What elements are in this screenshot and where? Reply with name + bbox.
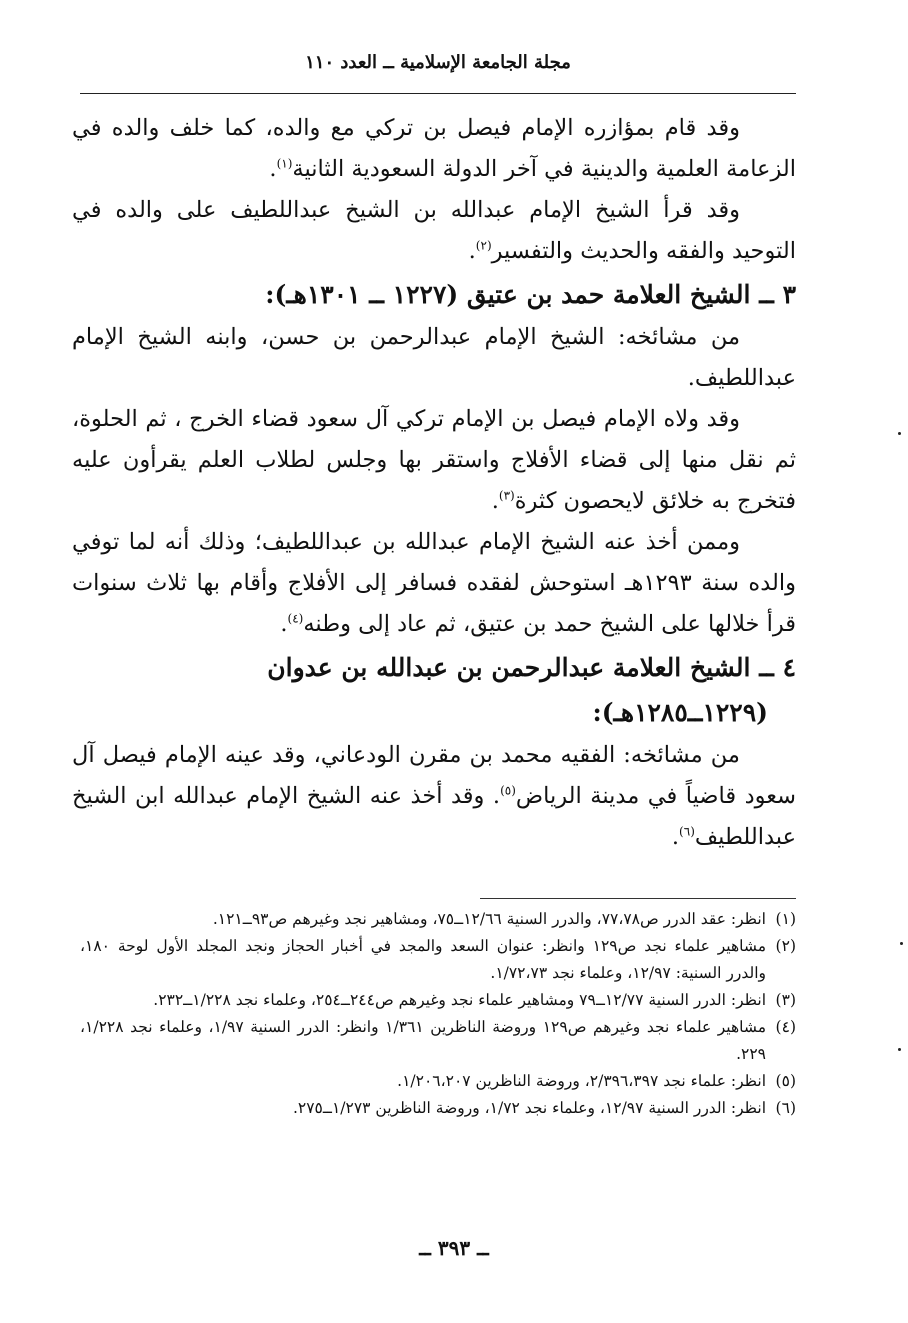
paragraph-4: وقد ولاه الإمام فيصل بن الإمام تركي آل سعود قضاء الخرج ، ثم الحلوة، ثم نقل منها إلى قضاء الأفلاج واستقر بها وجلس لطلاب العلم يقرأون عليه فتخرج به خلائق لايحصون كثرة$^{(٣)}$.: [72, 406, 796, 514]
footnote-3: (٣) انظر: الدرر السنية ١٢/٧٧ــ٧٩ ومشاهير علماء نجد وغيرهم ص٢٤٤ــ٢٥٤، وعلماء نجد ١/٢٢٨ــ٢٣٢.: [153, 991, 796, 1009]
footnote-6: (٦) انظر: الدرر السنية ١٢/٩٧، وعلماء نجد ١/٧٢، وروضة الناظرين ١/٢٧٣ــ٢٧٥.: [292, 1099, 796, 1117]
footnotes: [80, 906, 796, 1122]
scan-speck: [898, 432, 901, 435]
paragraph-1: وقد قام بمؤازره الإمام فيصل بن تركي مع والده، كما خلف والده في الزعامة العلمية والدينية في آخر الدولة السعودية الثانية$^{(١)}$.: [72, 115, 796, 182]
footnote-ref[interactable]: (٢): [475, 238, 492, 253]
main-text: [72, 108, 796, 858]
footnote-2: (٢) مشاهير علماء نجد ص١٢٩ وانظر: عنوان السعد والمجد في أخبار الحجاز ونجد المجلد الأول لوحة ١٨٠، والدرر السنية: ١٢/٩٧، وعلماء نجد ١/٧٢،٧٣.: [80, 937, 796, 982]
scan-speck: [900, 942, 903, 945]
footnote-ref[interactable]: (٦): [679, 824, 695, 839]
footnote-1: (١) انظر: عقد الدرر ص٧٧،٧٨، والدرر السنية ١٢/٦٦ــ٧٥، ومشاهير نجد وغيرهم ص٩٣ــ١٢١.: [212, 910, 796, 928]
section-heading-4: ٤ ــ الشيخ العلامة عبدالرحمن بن عبدالله بن عدوان (١٢٢٩ــ١٢٨٥هـ):: [267, 653, 796, 727]
paragraph-3: من مشائخه: الشيخ الإمام عبدالرحمن بن حسن، وابنه الشيخ الإمام عبداللطيف.: [72, 324, 796, 391]
page-number: ــ ٣٩٣ ــ: [419, 1236, 489, 1260]
header-divider: [80, 93, 796, 94]
footnote-ref[interactable]: (٤): [287, 611, 304, 626]
paragraph-6: من مشائخه: الفقيه محمد بن مقرن الودعاني، وقد عينه الإمام فيصل آل سعود قاضياً في مدينة الرياض$^{(٥)}$. وقد أخذ عنه الشيخ الإمام عبدالله ابن الشيخ عبداللطيف$^{(٦)}$.: [72, 742, 796, 850]
running-header: مجلة الجامعة الإسلامية ــ العدد ١١٠: [305, 52, 571, 73]
footnote-ref[interactable]: (٣): [498, 488, 515, 503]
scan-speck: [898, 1048, 901, 1051]
footnote-divider: [480, 898, 796, 899]
footnote-5: (٥) انظر: علماء نجد ٢/٣٩٦،٣٩٧، وروضة الناظرين ١/٢٠٦،٢٠٧.: [397, 1072, 796, 1090]
footnote-ref[interactable]: (١): [276, 156, 293, 171]
footnote-4: (٤) مشاهير علماء نجد وغيرهم ص١٢٩ وروضة الناظرين ١/٣٦١ وانظر: الدرر السنية ١/٩٧، وعلماء نجد ١/٢٢٨، ٢٢٩.: [80, 1018, 796, 1063]
paragraph-2: وقد قرأ الشيخ الإمام عبدالله بن الشيخ عبداللطيف على والده في التوحيد والفقه والحديث والتفسير$^{(٢)}$.: [72, 197, 796, 264]
section-heading-3: ٣ ــ الشيخ العلامة حمد بن عتيق (١٢٢٧ ــ ١٣٠١هـ):: [265, 280, 796, 309]
footnote-ref[interactable]: (٥): [500, 783, 516, 798]
paragraph-5: وممن أخذ عنه الشيخ الإمام عبدالله بن عبداللطيف؛ وذلك أنه لما توفي والده سنة ١٢٩٣هـ استوحش لفقده فسافر إلى الأفلاج وأقام بها ثلاث سنوات قرأ خلالها على الشيخ حمد بن عتيق، ثم عاد إلى وطنه$^{(٤)}$.: [72, 529, 796, 637]
